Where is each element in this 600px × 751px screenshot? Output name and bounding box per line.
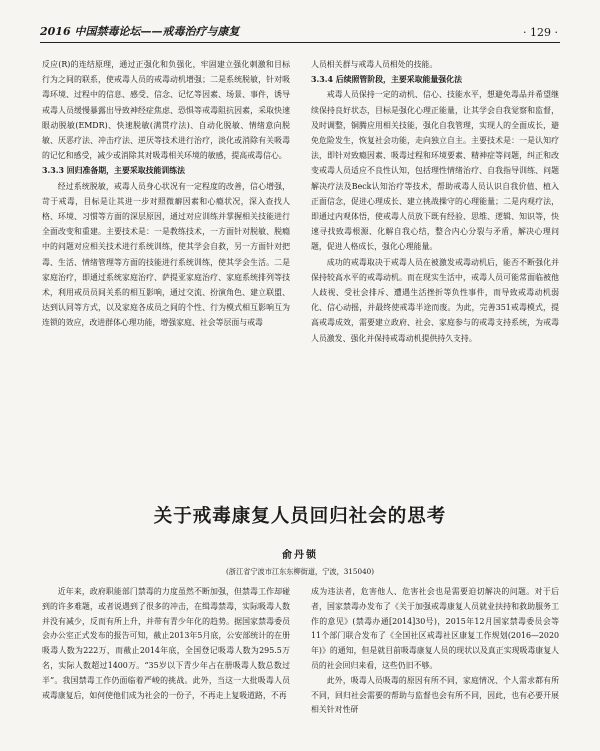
article-title: 关于戒毒康复人员回归社会的思考 [153, 506, 447, 527]
paragraph: 反应(R)的连结原理，通过正强化和负强化，牢固建立强化刺激和目标行为之间的联系，使戒毒人员的戒毒动机增强；二是系统脱敏，针对吸毒环境、过程中的信息、感受、信念、记忆等因素、场景、事件，诱导戒毒人员缓慢暴露出导致神经症焦虑、恐惧等戒毒阻抗因素，采取快速眼动脱敏(EMDR)、快速脱敏(满贯疗法)、自动化脱敏、情绪意向脱敏、厌恶疗法、冲击疗法、逆厌等技术进行治疗，淡化或消除有关吸毒的记忆和感受，减少或消除其对吸毒相关环境的敏感，提高戒毒信心。 [42, 60, 290, 161]
column-left-bottom [42, 585, 290, 751]
article-author: 俞丹锁 [282, 550, 318, 561]
paragraph: 人员相关群与戒毒人员相处的技能。 [311, 60, 438, 69]
column-right-bottom [311, 585, 559, 751]
paragraph: 经过系统脱敏，戒毒人员身心状况有一定程度的改善，信心增强，苛于戒毒，目标是让其进一步对照微癖因素和心瘾状况，深入查找人格、环境、习惯等方面的深层原因，通过对应训练并掌握相关技能进行全面改变和重建。主要技术是：一是教练技术，一方面针对脱敏、脱瘾中的问题对应相关技术进行系统训练，使其学会自救，另一方面针对把毒、生活、情绪管理等方面的技能进行系统训练，使其学会生活。二是家庭治疗，即通过系统家庭治疗、萨提亚家庭治疗、家庭系统排列等技术，利用戒员员间关系的相互影响，通过交流、扮演角色、建立联盟、达到认同等方式，以及家庭各成员之间的个性、行为模式相互影响互为连锁的效应，改进群体心理功能，增强家庭、社会等层面与戒毒 [42, 181, 290, 328]
paragraph: 此外，吸毒人员吸毒的原因有所不同，家庭情况、个人需求都有所不同，回归社会需要的帮助与监督也会有所不同，因此，也有必要开展相关针对性研 [311, 675, 559, 715]
page-number: · 129 · [523, 26, 558, 39]
journal-title: 2016 中国禁毒论坛——戒毒治疗与康复 [40, 25, 240, 38]
paragraph: 成功的戒毒取决于戒毒人员在被激发戒毒动机后，能否不断强化并保持较高水平的戒毒动机。而在现实生活中，戒毒人员可能常面临被他人歧视、受社会排斥、遭遇生活挫折等负性事件，而导致戒毒动机弱化、信心动摇，并最终使戒毒半途而废。为此，完善351戒毒模式，提高戒毒成效，需要建立政府、社会、家庭参与的戒毒支持系统，为戒毒人员激发、强化并保持戒毒动机提供持久支持。 [311, 257, 559, 343]
column-right-top [311, 57, 559, 482]
paragraph: 戒毒人员保持一定的动机、信心、技能水平，想避免毒品并希望继续保持良好状态，目标是强化心理正能量，让其学会自我觉察和监督，及时调整，铜腾应用相关技能，强化自我管理，实现人的全面成长，避免危险发生，恢复社会功能，走向独立自主。主要技术是：一是认知疗法，即针对致瘾因素、吸毒过程和环境要素、精神症等问题，纠正和改变戒毒人员适应不良性认知，包括理性情绪治疗、自我指导训练、问题解决疗法及Beck认知治疗等技术，帮助戒毒人员认识自我价值、植入正面信念，促进心理成长、建立挑战操守的心理能量；二是内观疗法，即通过内观体悟，使戒毒人员放下既有经验、思维、逻辑、知识等，快速寻找致毒根源、化解自我心结，整合内心分裂与矛盾，解决心理问题，促进人格成长，强化心理能量。 [311, 90, 559, 252]
running-header [40, 22, 560, 43]
author-affiliation: (浙江省宁波市江东东柳街道，宁波，315040) [225, 567, 375, 576]
paragraph: 近年来，政府职能部门禁毒的力度虽然不断加强，但禁毒工作却碰到的许多难题，或者说遇到了很多的冲击，在缉毒禁毒，实际吸毒人数并没有减少，反而有所上升，并带有青少年化的趋势。据国家禁毒委员会办公室正式发布的报告可知，截止2013年5月底，公安部统计的在册吸毒人数为222万，而截止2014年底，全国登记吸毒人数为295.5万名，实际人数超过1400万。“35岁以下青少年占在册吸毒人数总数过半”。我国禁毒工作仍面临着严峻的挑战。此外，当这一大批吸毒人员戒毒康复后，如何使他们成为社会的一份子，不再走上复吸道路，不再 [42, 587, 290, 700]
section-heading: 3.3.3 回归准备期，主要采取技能训练法 [42, 166, 186, 176]
section-heading: 3.3.4 后续照管阶段，主要采取能量强化法 [311, 75, 462, 85]
paragraph: 成为违法者，危害他人、危害社会也是需要迫切解决的问题。对于后者，国家禁毒办发布了《关于加强戒毒康复人员就业扶持和救助服务工作的意见》(禁毒办通[2014]30号)，2015年12月国家禁毒委员会等11个部门联合发布了《全国社区戒毒社区康复工作规划(2016—2020年)》的通知，但是就目前吸毒康复人员的现状以及真正实现吸毒康复人员的社会回归来看，这些仍旧不够。 [311, 587, 559, 670]
column-left-top [42, 57, 290, 482]
